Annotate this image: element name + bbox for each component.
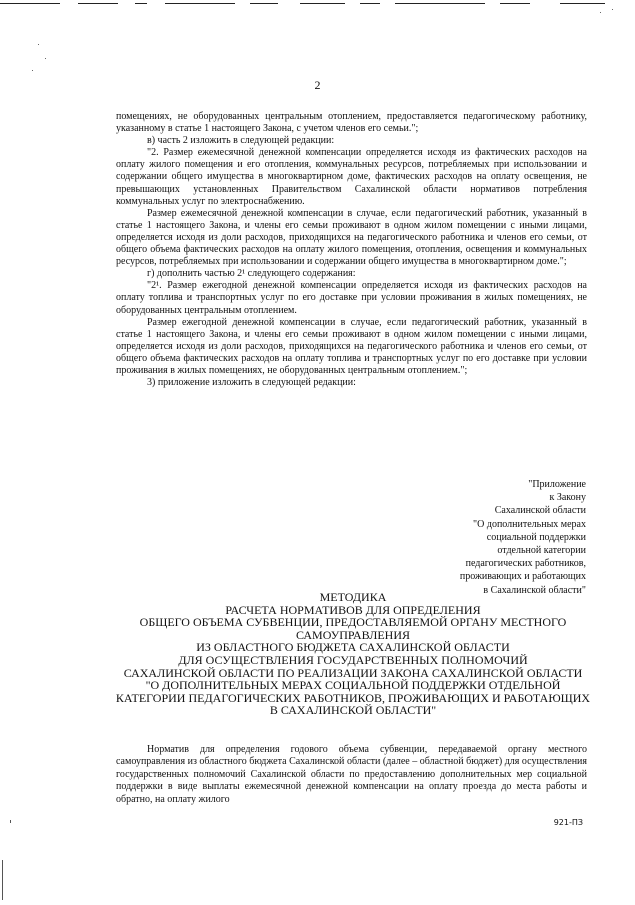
body-paragraph: "2. Размер ежемесячной денежной компенсации определяется исходя из фактических расходов на оплату жилого помещения и его отопления, коммунальных ресурсов, потребляемых при использовании и содержании общего имущества в многоквартирном доме, фактических расходов на оплату освещения, не превышающих установленных Правительством Сахалинской области нормативов потребления коммунальных услуг по электроснабжению. bbox=[116, 147, 587, 207]
appendix-line: "О дополнительных мерах bbox=[473, 518, 586, 530]
scan-speck bbox=[600, 12, 601, 13]
appendix-line: отдельной категории bbox=[497, 545, 586, 557]
title-line: РАСЧЕТА НОРМАТИВОВ ДЛЯ ОПРЕДЕЛЕНИЯ bbox=[225, 602, 481, 617]
scan-speck bbox=[32, 70, 33, 71]
document-code: 921-ПЗ bbox=[553, 818, 583, 827]
title-line: ОБЩЕГО ОБЪЕМА СУБВЕНЦИИ, ПРЕДОСТАВЛЯЕМОЙ ОРГАНУ МЕСТНОГО bbox=[139, 615, 567, 630]
appendix-line: педагогических работников, bbox=[465, 558, 586, 570]
body-paragraph: в) часть 2 изложить в следующей редакции: bbox=[147, 135, 335, 147]
methodology-title bbox=[104, 591, 602, 717]
appendix-line: Сахалинской области bbox=[494, 505, 586, 517]
normative-paragraph: Норматив для определения годового объема субвенции, передаваемой органу местного самоуправления из областного бюджета Сахалинской области (далее – областной бюджет) для осуществления государственных полномочий Сахалинской области по предоставлению дополнительных мер социальной поддержки в виде выплаты ежемесячной денежной компенсации на оплату проезда до места работы и обратно, на оплату жилого bbox=[116, 744, 587, 805]
scan-margin-mark bbox=[2, 860, 3, 900]
scan-speck bbox=[45, 58, 46, 59]
appendix-line: в Сахалинской области" bbox=[483, 584, 586, 596]
appendix-line: проживающих и работающих bbox=[459, 571, 586, 583]
scan-speck bbox=[612, 9, 613, 10]
title-line: ДЛЯ ОСУЩЕСТВЛЕНИЯ ГОСУДАРСТВЕННЫХ ПОЛНОМОЧИЙ bbox=[178, 652, 528, 667]
title-line: В САХАЛИНСКОЙ ОБЛАСТИ" bbox=[269, 703, 437, 718]
title-line: МЕТОДИКА bbox=[319, 590, 387, 604]
page-number: 2 bbox=[314, 78, 321, 92]
body-paragraph: Размер ежемесячной денежной компенсации в случае, если педагогический работник, указанный в статье 1 настоящего Закона, и члены его семьи проживают в одном жилом помещении с иными лицами, определяется исходя из доли расходов, приходящихся на педагогического работника и членов его семьи, от общего объема фактических расходов на оплату жилого помещения, отопления, освещения и коммунальных ресурсов, потребляемых при использовании и содержании общего имущества в многоквартирном доме."; bbox=[116, 207, 587, 268]
title-line: "О ДОПОЛНИТЕЛЬНЫХ МЕРАХ СОЦИАЛЬНОЙ ПОДДЕРЖКИ ОТДЕЛЬНОЙ bbox=[145, 678, 561, 693]
scan-speck bbox=[38, 44, 39, 45]
body-paragraph: помещениях, не оборудованных центральным отоплением, предоставляется педагогическому работнику, указанному в статье 1 настоящего Закона, с учетом членов его семьи."; bbox=[116, 111, 587, 135]
body-paragraph: Размер ежегодной денежной компенсации в случае, если педагогический работник, указанный в статье 1 настоящего Закона, и члены его семьи проживают в одном жилом помещении с иными лицами, определяется исходя из доли расходов, приходящихся на педагогического работника и членов его семьи, от общего объема фактических расходов на оплату топлива и транспортных услуг по его доставке при условии проживания в жилых помещениях, не оборудованных центральным отоплением."; bbox=[116, 316, 587, 376]
body-paragraph: 3) приложение изложить в следующей редакции: bbox=[147, 377, 356, 389]
title-line: САМОУПРАВЛЕНИЯ bbox=[295, 627, 411, 642]
title-line: ИЗ ОБЛАСТНОГО БЮДЖЕТА САХАЛИНСКОЙ ОБЛАСТИ bbox=[196, 640, 510, 655]
appendix-line: социальной поддержки bbox=[486, 531, 586, 543]
scan-margin-mark bbox=[10, 820, 11, 823]
appendix-line: "Приложение bbox=[528, 479, 586, 490]
amendment-text bbox=[116, 111, 587, 389]
appendix-header bbox=[346, 478, 586, 597]
body-paragraph: г) дополнить частью 2¹ следующего содержания: bbox=[147, 268, 356, 280]
title-line: САХАЛИНСКОЙ ОБЛАСТИ ПО РЕАЛИЗАЦИИ ЗАКОНА САХАЛИНСКОЙ ОБЛАСТИ bbox=[123, 665, 583, 680]
scan-edge-artifact bbox=[0, 3, 635, 5]
appendix-line: к Закону bbox=[549, 492, 586, 504]
body-paragraph: "2¹. Размер ежегодной денежной компенсации определяется исходя из фактических расходов на оплату топлива и транспортных услуг по его доставке при условии проживания в жилых помещениях, не оборудованных центральным отоплением. bbox=[116, 280, 587, 316]
normative-paragraph-block bbox=[116, 744, 587, 806]
title-line: КАТЕГОРИИ ПЕДАГОГИЧЕСКИХ РАБОТНИКОВ, ПРОЖИВАЮЩИХ И РАБОТАЮЩИХ bbox=[115, 690, 591, 705]
